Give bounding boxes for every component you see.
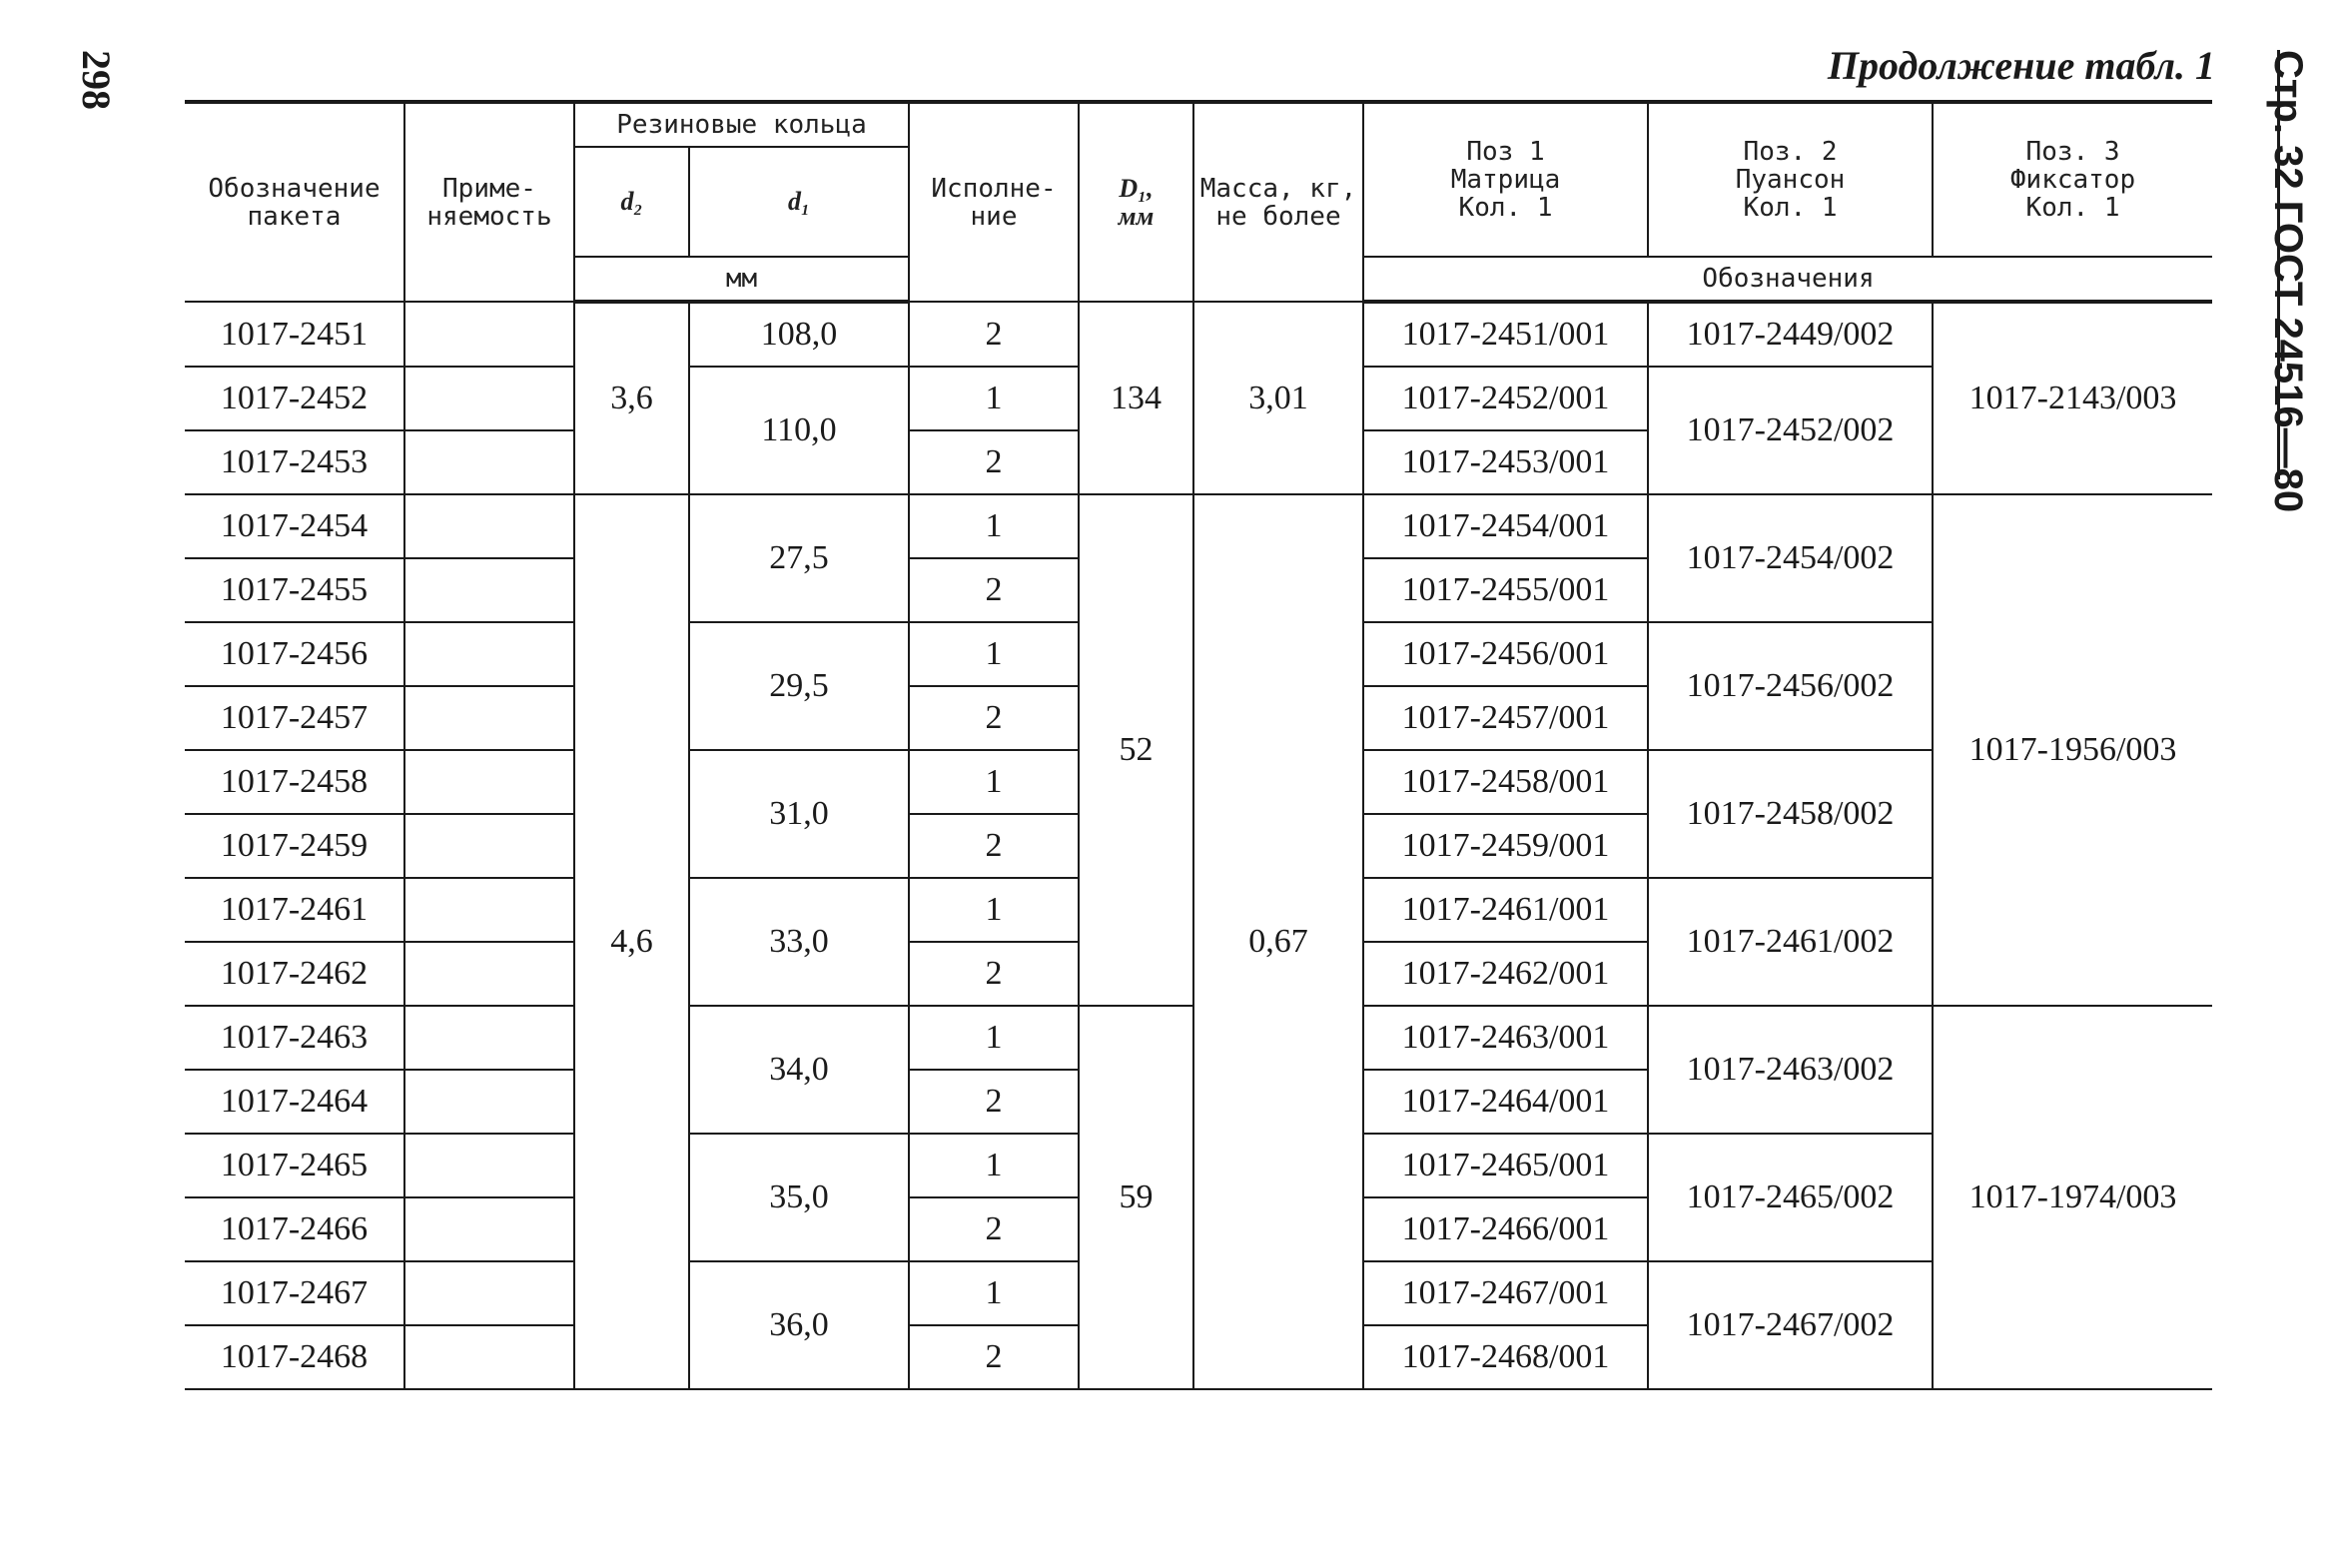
header-pos1: Поз 1 Матрица Кол. 1 <box>1363 102 1648 257</box>
version-cell: 2 <box>909 814 1079 878</box>
pos1-cell: 1017-2464/001 <box>1363 1070 1648 1134</box>
pos1-cell: 1017-2454/001 <box>1363 494 1648 558</box>
header-applicability: Приме- няемость <box>404 102 574 302</box>
pos1-cell: 1017-2458/001 <box>1363 750 1648 814</box>
d1-cell: 27,5 <box>689 494 909 622</box>
applicability-cell <box>404 942 574 1006</box>
applicability-cell <box>404 750 574 814</box>
version-cell: 1 <box>909 1134 1079 1197</box>
applicability-cell <box>404 814 574 878</box>
version-cell: 2 <box>909 1197 1079 1261</box>
header-pos3: Поз. 3 Фиксатор Кол. 1 <box>1933 102 2212 257</box>
d2-cell: 4,6 <box>574 494 689 1389</box>
pos1-cell: 1017-2462/001 <box>1363 942 1648 1006</box>
designation-cell: 1017-2462 <box>185 942 404 1006</box>
designation-cell: 1017-2453 <box>185 430 404 494</box>
applicability-cell <box>404 367 574 430</box>
designation-cell: 1017-2467 <box>185 1261 404 1325</box>
designation-cell: 1017-2454 <box>185 494 404 558</box>
pos2-cell: 1017-2454/002 <box>1648 494 1933 622</box>
version-cell: 1 <box>909 367 1079 430</box>
d1-cell: 33,0 <box>689 878 909 1006</box>
page-number: 298 <box>74 50 119 110</box>
pos1-cell: 1017-2459/001 <box>1363 814 1648 878</box>
pos2-cell: 1017-2449/002 <box>1648 302 1933 367</box>
table-row <box>185 302 2212 367</box>
pos2-cell: 1017-2463/002 <box>1648 1006 1933 1134</box>
applicability-cell <box>404 1197 574 1261</box>
header-version: Исполне- ние <box>909 102 1079 302</box>
d1-cell: 108,0 <box>689 302 909 367</box>
applicability-cell <box>404 1325 574 1389</box>
pos1-cell: 1017-2453/001 <box>1363 430 1648 494</box>
pos1-cell: 1017-2468/001 <box>1363 1325 1648 1389</box>
header-mm: мм <box>574 257 909 302</box>
pos1-cell: 1017-2466/001 <box>1363 1197 1648 1261</box>
header-d2: d₂ <box>574 147 689 257</box>
designation-cell: 1017-2463 <box>185 1006 404 1070</box>
d1-cell: 36,0 <box>689 1261 909 1389</box>
header-mass: Масса, кг, не более <box>1193 102 1363 302</box>
applicability-cell <box>404 494 574 558</box>
pos3-cell: 1017-2143/003 <box>1933 302 2212 494</box>
spec-table <box>185 100 2212 1390</box>
header-designations: Обозначения <box>1363 257 2212 302</box>
header-D1: D₁, мм <box>1079 102 1193 302</box>
pos1-cell: 1017-2456/001 <box>1363 622 1648 686</box>
version-cell: 2 <box>909 430 1079 494</box>
pos3-cell: 1017-1956/003 <box>1933 494 2212 1006</box>
pos1-cell: 1017-2467/001 <box>1363 1261 1648 1325</box>
pos1-cell: 1017-2452/001 <box>1363 367 1648 430</box>
designation-cell: 1017-2458 <box>185 750 404 814</box>
version-cell: 2 <box>909 1325 1079 1389</box>
designation-cell: 1017-2465 <box>185 1134 404 1197</box>
designation-cell: 1017-2455 <box>185 558 404 622</box>
applicability-cell <box>404 1070 574 1134</box>
version-cell: 1 <box>909 750 1079 814</box>
header-designation: Обозначение пакета <box>185 102 404 302</box>
version-cell: 2 <box>909 942 1079 1006</box>
version-cell: 1 <box>909 1261 1079 1325</box>
pos1-cell: 1017-2455/001 <box>1363 558 1648 622</box>
version-cell: 1 <box>909 622 1079 686</box>
d1-cell: 29,5 <box>689 622 909 750</box>
d2-cell: 3,6 <box>574 302 689 494</box>
header-d1: d₁ <box>689 147 909 257</box>
applicability-cell <box>404 558 574 622</box>
pos3-cell: 1017-1974/003 <box>1933 1006 2212 1389</box>
mass-cell: 0,67 <box>1193 494 1363 1389</box>
pos1-cell: 1017-2457/001 <box>1363 686 1648 750</box>
pos2-cell: 1017-2465/002 <box>1648 1134 1933 1261</box>
applicability-cell <box>404 622 574 686</box>
designation-cell: 1017-2451 <box>185 302 404 367</box>
pos2-cell: 1017-2461/002 <box>1648 878 1933 1006</box>
pos2-cell: 1017-2452/002 <box>1648 367 1933 494</box>
version-cell: 2 <box>909 558 1079 622</box>
pos2-cell: 1017-2458/002 <box>1648 750 1933 878</box>
D1-cell: 134 <box>1079 302 1193 494</box>
version-cell: 1 <box>909 1006 1079 1070</box>
designation-cell: 1017-2466 <box>185 1197 404 1261</box>
table-row <box>185 494 2212 558</box>
version-cell: 1 <box>909 494 1079 558</box>
pos1-cell: 1017-2451/001 <box>1363 302 1648 367</box>
table-caption: Продолжение табл. 1 <box>1827 43 2215 88</box>
d1-cell: 34,0 <box>689 1006 909 1134</box>
d1-cell: 110,0 <box>689 367 909 494</box>
version-cell: 2 <box>909 686 1079 750</box>
applicability-cell <box>404 1261 574 1325</box>
header-rubber-rings: Резиновые кольца <box>574 102 909 147</box>
pos1-cell: 1017-2463/001 <box>1363 1006 1648 1070</box>
designation-cell: 1017-2461 <box>185 878 404 942</box>
pos2-cell: 1017-2456/002 <box>1648 622 1933 750</box>
applicability-cell <box>404 1006 574 1070</box>
applicability-cell <box>404 1134 574 1197</box>
applicability-cell <box>404 686 574 750</box>
d1-cell: 31,0 <box>689 750 909 878</box>
pos2-cell: 1017-2467/002 <box>1648 1261 1933 1389</box>
designation-cell: 1017-2452 <box>185 367 404 430</box>
applicability-cell <box>404 430 574 494</box>
side-header: Стр. 32 ГОСТ 24516—80 <box>2266 50 2310 513</box>
header-pos2: Поз. 2 Пуансон Кол. 1 <box>1648 102 1933 257</box>
designation-cell: 1017-2456 <box>185 622 404 686</box>
applicability-cell <box>404 878 574 942</box>
designation-cell: 1017-2459 <box>185 814 404 878</box>
mass-cell: 3,01 <box>1193 302 1363 494</box>
D1-cell: 59 <box>1079 1006 1193 1389</box>
pos1-cell: 1017-2461/001 <box>1363 878 1648 942</box>
pos1-cell: 1017-2465/001 <box>1363 1134 1648 1197</box>
designation-cell: 1017-2468 <box>185 1325 404 1389</box>
d1-cell: 35,0 <box>689 1134 909 1261</box>
D1-cell: 52 <box>1079 494 1193 1006</box>
version-cell: 2 <box>909 1070 1079 1134</box>
designation-cell: 1017-2464 <box>185 1070 404 1134</box>
applicability-cell <box>404 302 574 367</box>
designation-cell: 1017-2457 <box>185 686 404 750</box>
version-cell: 1 <box>909 878 1079 942</box>
version-cell: 2 <box>909 302 1079 367</box>
